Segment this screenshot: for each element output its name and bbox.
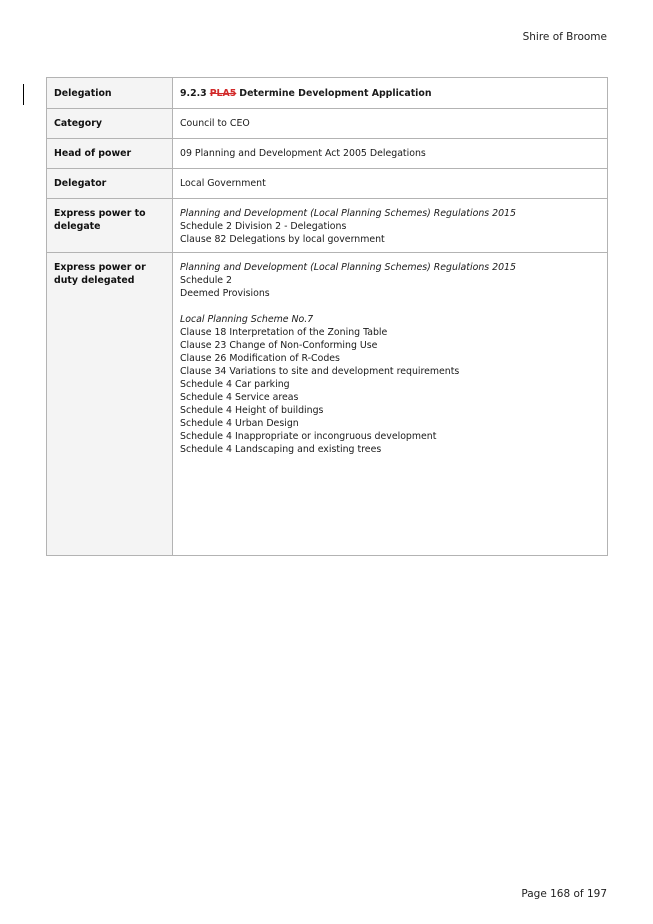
header-org-name: Shire of Broome (522, 31, 607, 43)
label-delegation: Delegation (47, 78, 173, 109)
label-express-power-delegated: Express power or duty delegated (47, 253, 173, 556)
scheme-line: Schedule 4 Service areas (180, 392, 299, 403)
scheme-line: Clause 18 Interpretation of the Zoning Table (180, 327, 388, 338)
scheme-line: Schedule 4 Car parking (180, 379, 290, 390)
row-head-of-power (47, 139, 608, 169)
revision-change-bar (23, 84, 24, 105)
scheme-line: Schedule 4 Height of buildings (180, 405, 324, 416)
label-category: Category (47, 109, 173, 139)
legislation-line: Planning and Development (Local Planning Schemes) Regulations 2015 (180, 262, 516, 273)
row-express-power-delegated (47, 253, 608, 556)
legislation-line: Planning and Development (Local Planning Schemes) Regulations 2015 (180, 208, 516, 219)
label-express-power-to-delegate: Express power to delegate (47, 199, 173, 253)
value-express-power-delegated (173, 253, 608, 556)
scheme-line: Schedule 4 Inappropriate or incongruous development (180, 431, 437, 442)
scheme-line: Clause 23 Change of Non-Conforming Use (180, 340, 378, 351)
label-delegator: Delegator (47, 169, 173, 199)
delegation-number: 9.2.3 (180, 88, 207, 99)
scheme-line: Clause 34 Variations to site and development requirements (180, 366, 460, 377)
value-delegator: Local Government (173, 169, 608, 199)
legislation-line: Schedule 2 Division 2 - Delegations (180, 221, 347, 232)
legislation-line: Deemed Provisions (180, 288, 270, 299)
value-head-of-power: 09 Planning and Development Act 2005 Delegations (173, 139, 608, 169)
value-category: Council to CEO (173, 109, 608, 139)
delegation-title: Determine Development Application (239, 88, 432, 99)
value-express-power-to-delegate (173, 199, 608, 253)
delegation-table (46, 77, 608, 556)
delegation-struck-code: PLA5 (209, 88, 237, 99)
legislation-line: Clause 82 Delegations by local government (180, 234, 385, 245)
page-number: Page 168 of 197 (521, 888, 607, 900)
scheme-line: Schedule 4 Landscaping and existing trees (180, 444, 382, 455)
legislation-line: Schedule 2 (180, 275, 233, 286)
row-delegator (47, 169, 608, 199)
scheme-line: Local Planning Scheme No.7 (180, 314, 314, 325)
row-express-power-to-delegate (47, 199, 608, 253)
row-category (47, 109, 608, 139)
row-delegation (47, 78, 608, 109)
spacer (180, 300, 601, 313)
label-head-of-power: Head of power (47, 139, 173, 169)
scheme-line: Schedule 4 Urban Design (180, 418, 299, 429)
scheme-line: Clause 26 Modification of R-Codes (180, 353, 340, 364)
value-delegation (173, 78, 608, 109)
